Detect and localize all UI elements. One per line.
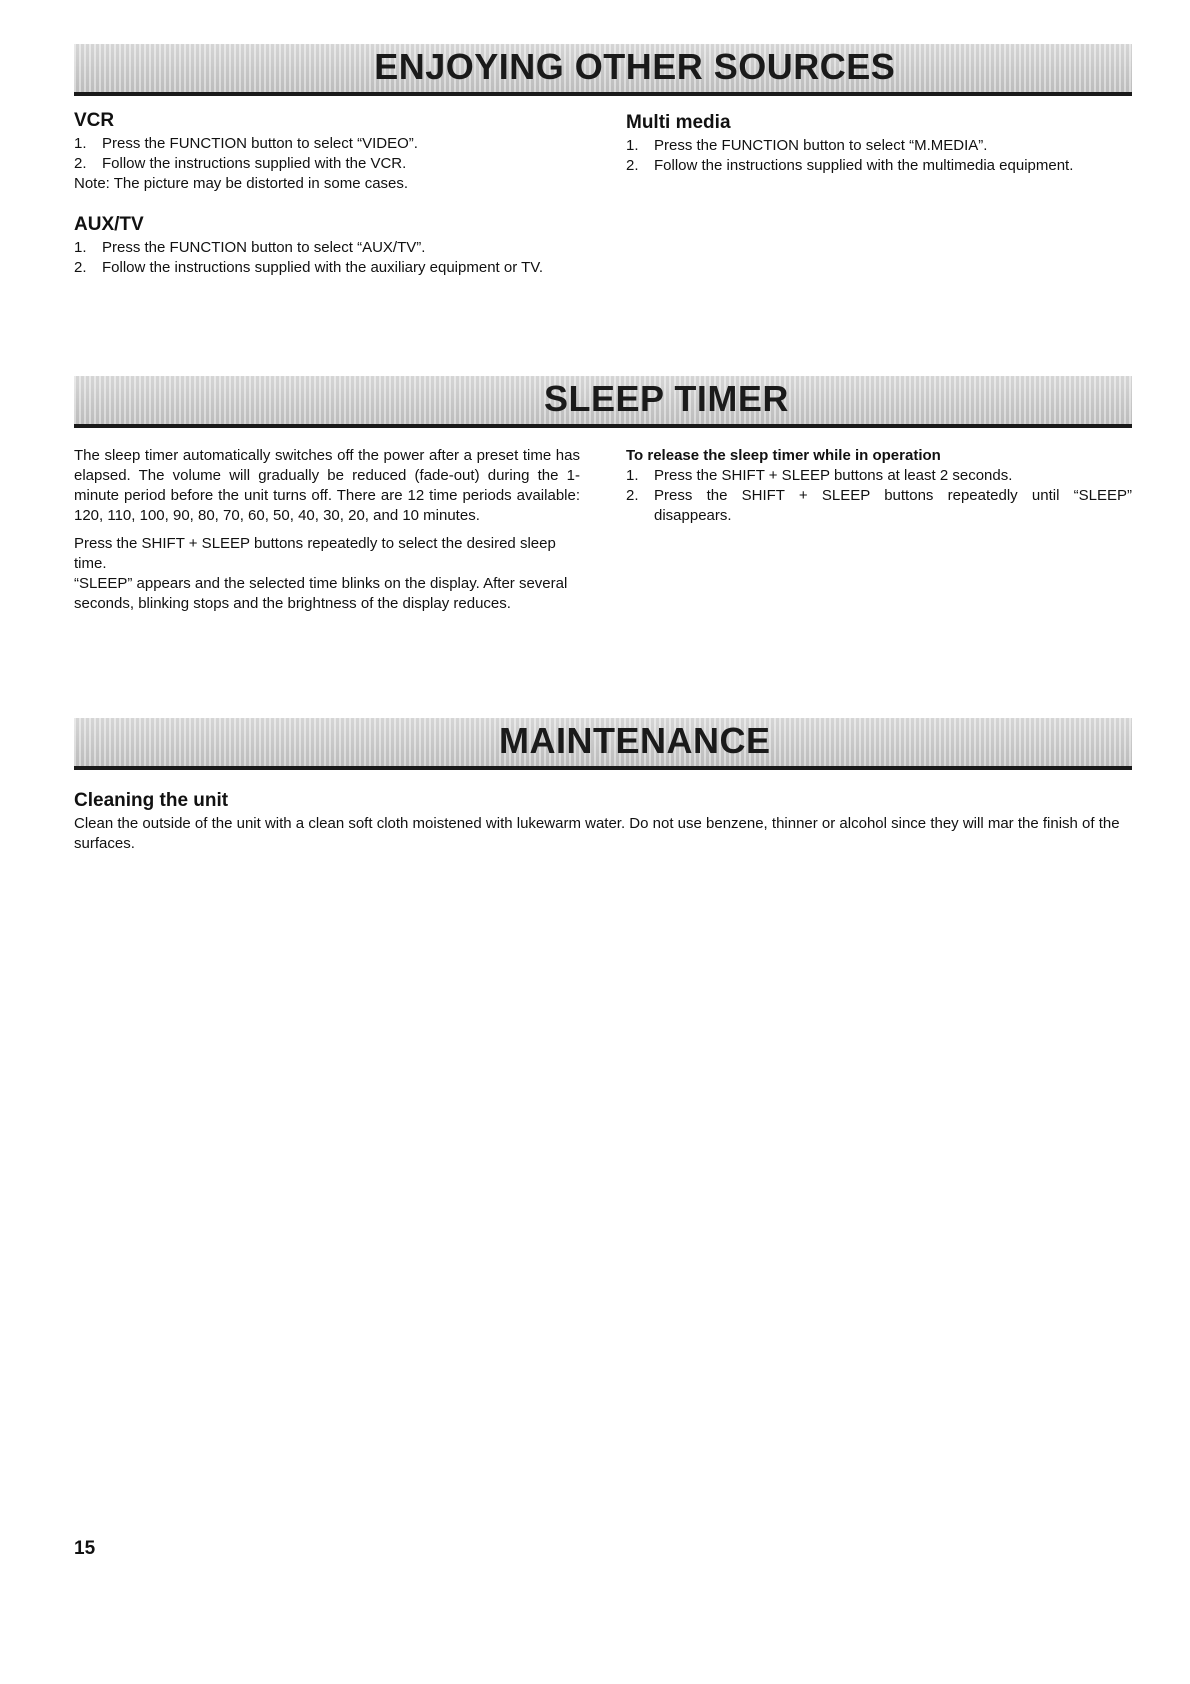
step-text: Follow the instructions supplied with the VCR.: [102, 155, 407, 172]
step-text: Press the FUNCTION button to select “VIDEO”.: [102, 135, 418, 152]
list-item: [74, 154, 594, 174]
list-item: [74, 238, 634, 258]
list-item: [626, 136, 1126, 156]
list-item: [626, 466, 1132, 486]
step-number: 2.: [74, 259, 87, 276]
list-item: [626, 486, 1132, 526]
release-steps: [626, 466, 1132, 526]
multimedia-heading: Multi media: [626, 112, 731, 133]
section-title-sleep: SLEEP TIMER: [544, 378, 789, 420]
step-number: 2.: [626, 487, 639, 504]
release-heading: To release the sleep timer while in operation: [626, 447, 941, 464]
vcr-note: Note: The picture may be distorted in some cases.: [74, 175, 409, 192]
section-banner-enjoying: [74, 44, 1132, 96]
list-item: [74, 134, 594, 154]
list-item: [74, 258, 634, 278]
multimedia-steps: [626, 136, 1126, 176]
step-number: 1.: [74, 135, 87, 152]
list-item: [626, 156, 1126, 176]
step-number: 2.: [626, 157, 639, 174]
section-banner-sleep: [74, 376, 1132, 428]
cleaning-text: Clean the outside of the unit with a clean soft cloth moistened with lukewarm water. Do not use benzene, thinner or alcohol since they will mar the finish of the surfaces.: [74, 815, 1120, 852]
section-title-enjoying: ENJOYING OTHER SOURCES: [374, 46, 896, 88]
sleep-press: Press the SHIFT + SLEEP buttons repeatedly to select the desired sleep time.: [74, 535, 556, 572]
step-number: 1.: [626, 467, 639, 484]
page-number: 15: [74, 1538, 96, 1559]
vcr-heading: VCR: [74, 110, 115, 131]
step-text: Press the SHIFT + SLEEP buttons at least 2 seconds.: [654, 467, 1013, 484]
auxtv-steps: [74, 238, 634, 278]
step-text: Press the SHIFT + SLEEP buttons repeatedly until “SLEEP” disappears.: [654, 487, 1132, 524]
step-text: Follow the instructions supplied with the auxiliary equipment or TV.: [102, 259, 544, 276]
step-number: 1.: [74, 239, 87, 256]
section-title-maintenance: MAINTENANCE: [498, 720, 771, 762]
step-number: 1.: [626, 137, 639, 154]
sleep-appears: “SLEEP” appears and the selected time blinks on the display. After several seconds, blinking stops and the brightness of the display reduces.: [74, 575, 568, 612]
sleep-intro: The sleep timer automatically switches off the power after a preset time has elapsed. The volume will gradually be reduced (fade-out) during the 1-minute period before the unit turns off. There are 12 time periods available: 120, 110, 100, 90, 80, 70, 60, 50, 40, 30, 20, and 10 minutes.: [74, 447, 580, 524]
step-number: 2.: [74, 155, 87, 172]
section-banner-maintenance: [74, 718, 1132, 770]
auxtv-heading: AUX/TV: [74, 214, 144, 235]
step-text: Press the FUNCTION button to select “M.MEDIA”.: [654, 137, 988, 154]
step-text: Press the FUNCTION button to select “AUX/TV”.: [102, 239, 426, 256]
vcr-steps: [74, 134, 594, 174]
cleaning-heading: Cleaning the unit: [74, 790, 229, 811]
step-text: Follow the instructions supplied with the multimedia equipment.: [654, 157, 1074, 174]
